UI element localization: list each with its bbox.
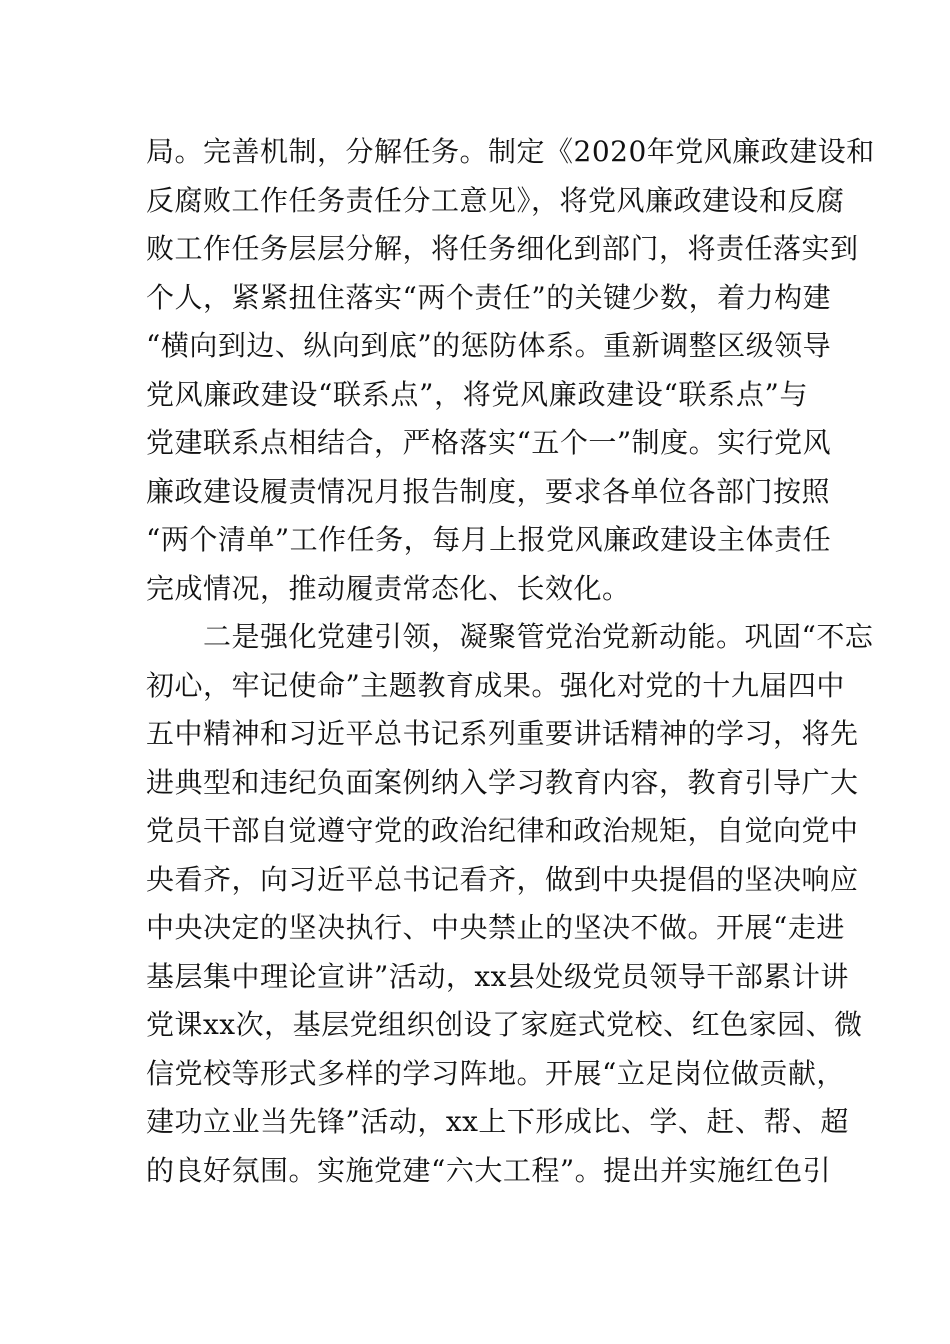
text-line: 党建联系点相结合，严格落实“五个一”制度。实行党风	[146, 426, 832, 459]
text-line: 中央决定的坚决执行、中央禁止的坚决不做。开展“走进	[146, 911, 845, 944]
text-line: 基层集中理论宣讲”活动，xx县处级党员领导干部累计讲	[146, 959, 849, 993]
text-line: 的良好氛围。实施党建“六大工程”。提出并实施红色引	[146, 1153, 832, 1187]
text-line: 党风廉政建设“联系点”，将党风廉政建设“联系点”与	[146, 377, 808, 411]
text-line: 五中精神和习近平总书记系列重要讲话精神的学习，将先	[146, 717, 859, 750]
text-line: 建功立业当先锋”活动，xx上下形成比、学、赶、帮、超	[146, 1105, 849, 1138]
text-line: 党课xx次，基层党组织创设了家庭式党校、红色家园、微	[146, 1008, 863, 1041]
text-line: 反腐败工作任务责任分工意见》，将党风廉政建设和反腐	[146, 183, 845, 217]
text-line: 央看齐，向习近平总书记看齐，做到中央提倡的坚决响应	[146, 862, 859, 896]
text-line: 初心，牢记使命”主题教育成果。强化对党的十九届四中	[146, 668, 845, 702]
text-line: 个人，紧紧扭住落实“两个责任”的关键少数，着力构建	[146, 280, 832, 314]
text-line: 党员干部自觉遵守党的政治纪律和政治规矩，自觉向党中	[146, 814, 859, 847]
text-line: “横向到边、纵向到底”的惩防体系。重新调整区级领导	[146, 329, 832, 362]
text-line: 廉政建设履责情况月报告制度，要求各单位各部门按照	[146, 474, 831, 508]
text-line: 败工作任务层层分解，将任务细化到部门，将责任落实到	[146, 232, 859, 265]
text-line: 完成情况，推动履责常态化、长效化。	[146, 571, 631, 605]
text-line: 信党校等形式多样的学习阵地。开展“立足岗位做贡献，	[146, 1056, 845, 1090]
text-line: 二是强化党建引领，凝聚管党治党新动能。巩固“不忘	[146, 620, 874, 653]
body-text	[146, 128, 875, 1195]
text-line: “两个清单”工作任务，每月上报党风廉政建设主体责任	[146, 523, 832, 556]
text-line: 进典型和违纪负面案例纳入学习教育内容，教育引导广大	[146, 765, 859, 799]
text-line: 局。完善机制，分解任务。制定《2020年党风廉政建设和	[146, 135, 875, 168]
